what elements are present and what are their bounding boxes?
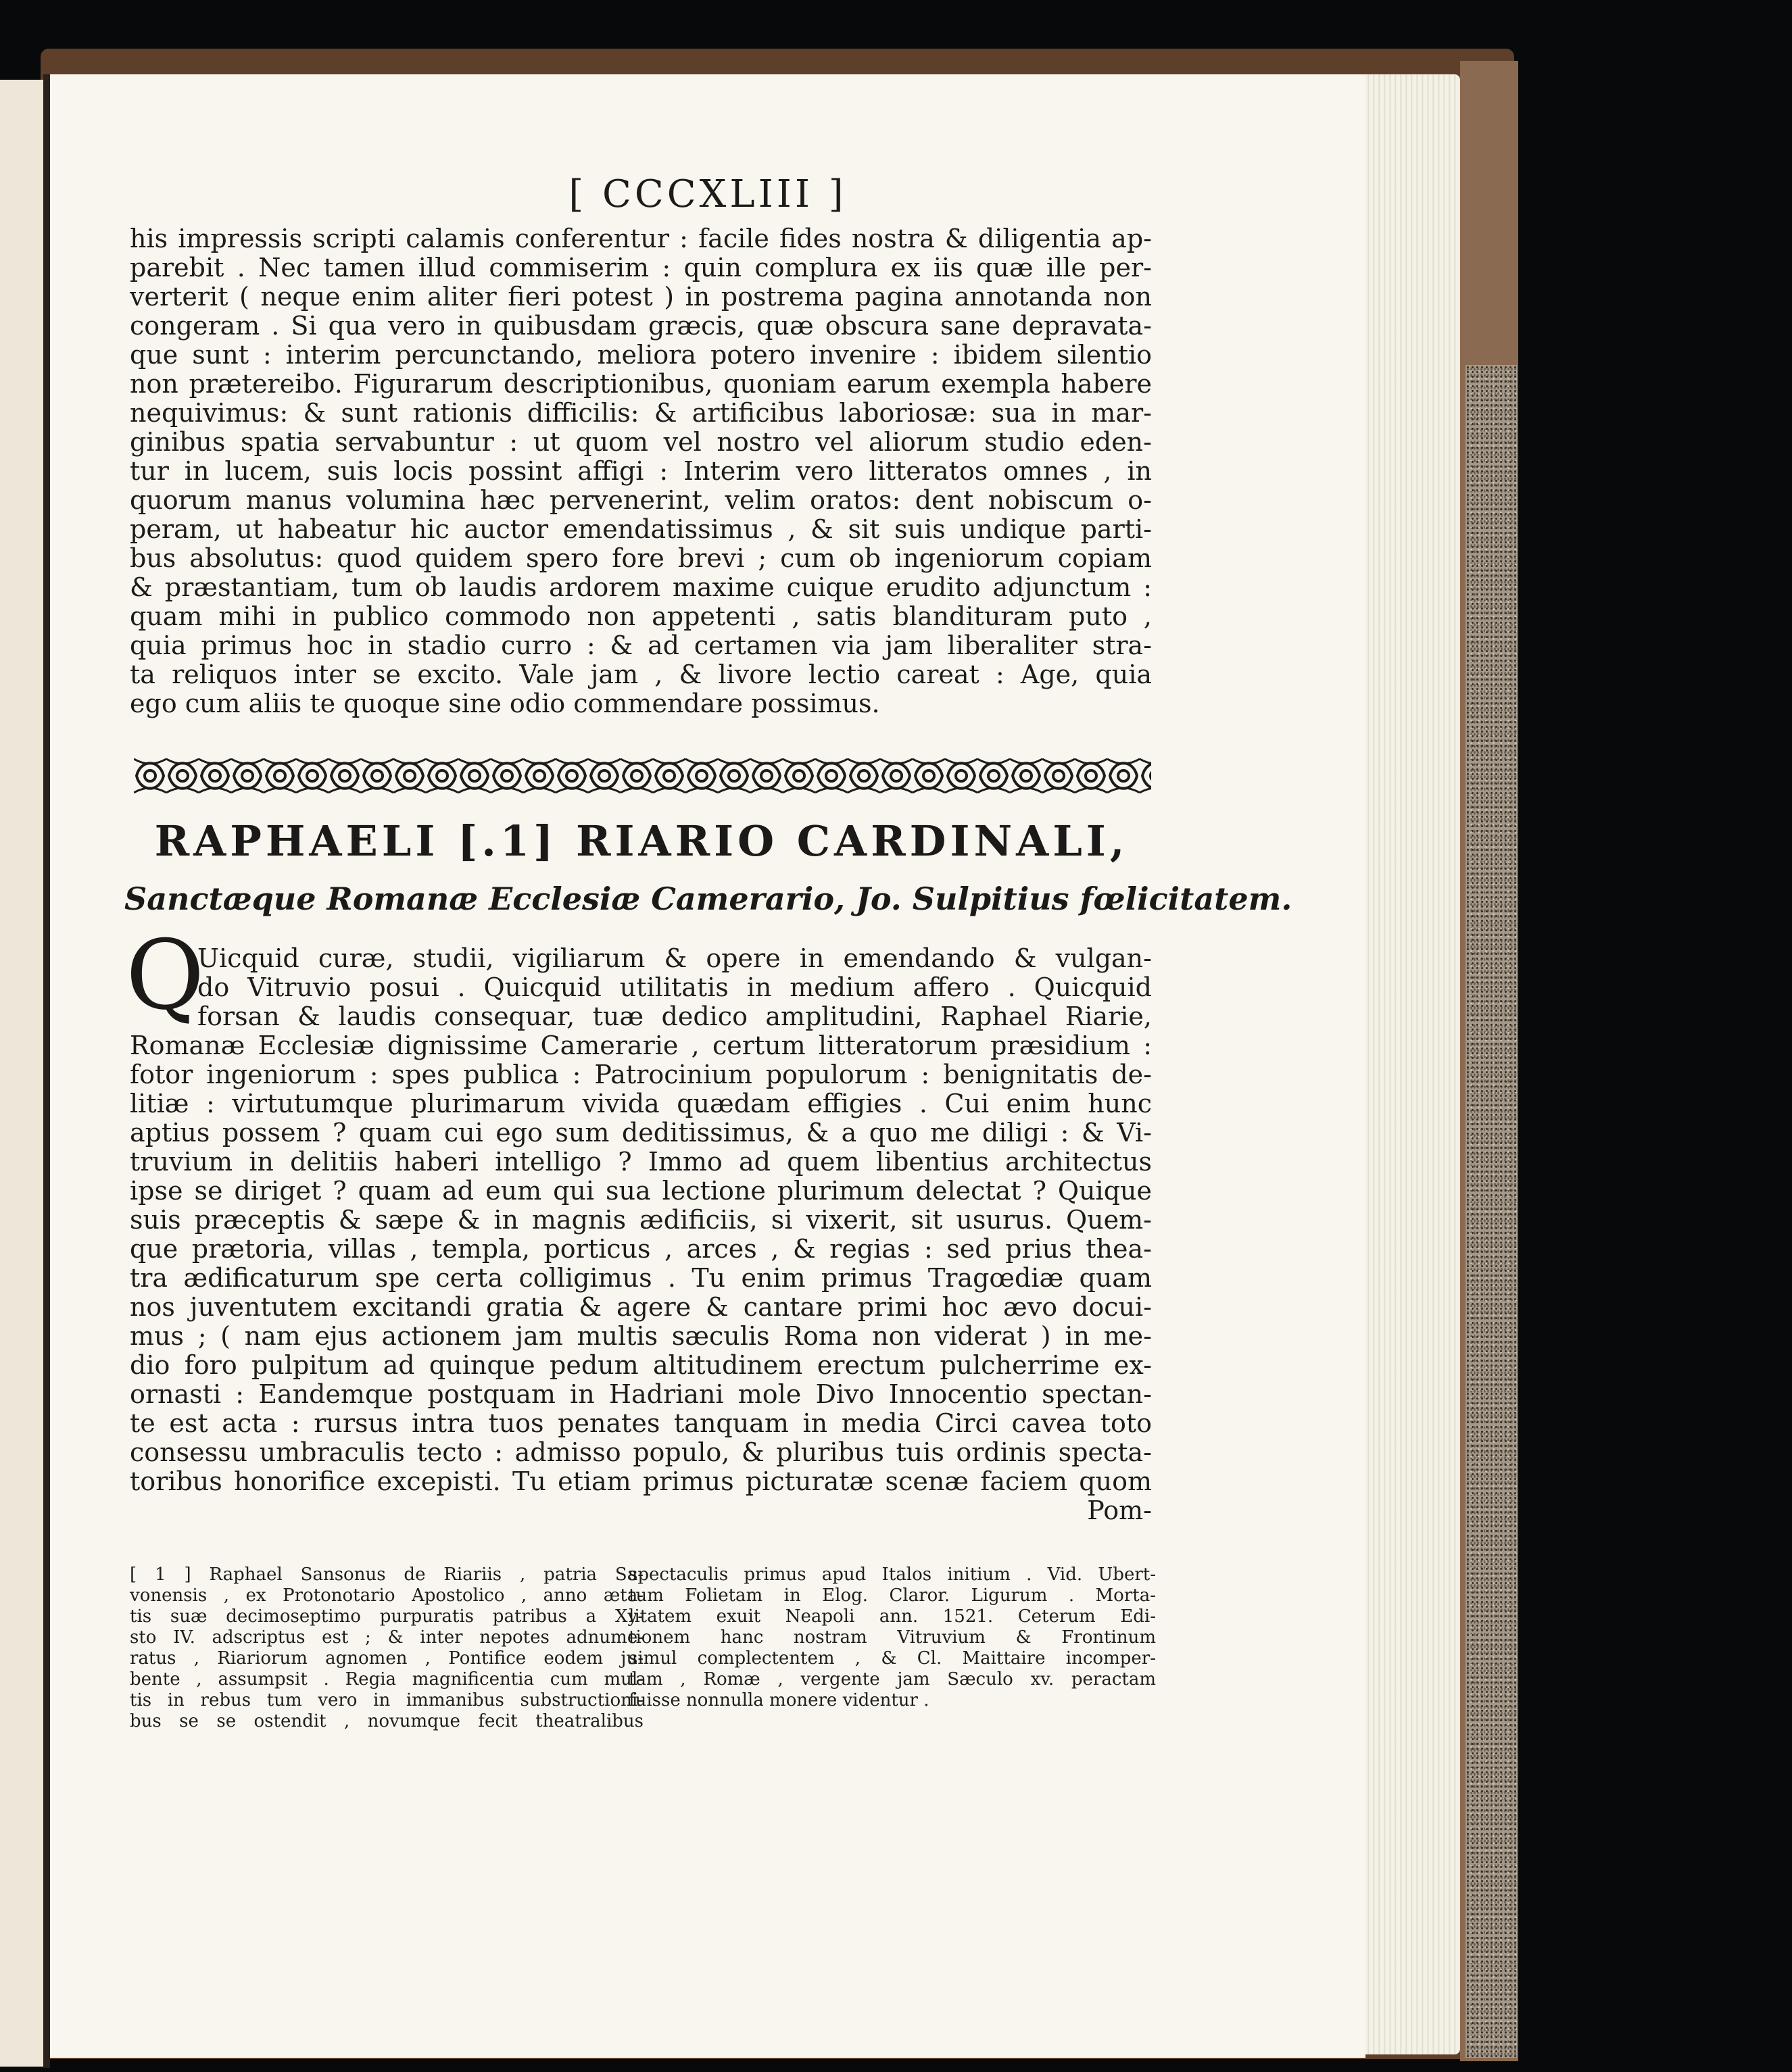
text-line: bus absolutus: quod quidem spero fore brevi ; cum ob ingeniorum copiam (130, 543, 1152, 573)
text-line: ipse se diriget ? quam ad eum qui sua lectione plurimum delectat ? Quique (130, 1176, 1152, 1206)
footnote-line: bente , assumpsit . Regia magnificentia cum mul- (130, 1669, 644, 1689)
text-line: litiæ : virtutumque plurimarum vivida quædam effigies . Cui enim hunc (130, 1089, 1152, 1118)
text-line: Romanæ Ecclesiæ dignissime Camerarie , certum litteratorum præsidium : (130, 1031, 1152, 1060)
text-line: verterit ( neque enim aliter fieri potest ) in postrema pagina annotanda non (130, 282, 1152, 312)
text-line: tra ædificaturum spe certa colligimus . Tu enim primus Tragœdiæ quam (130, 1263, 1152, 1293)
running-head: [ CCCXLIII ] (568, 172, 847, 216)
footnote-line: bus se se ostendit , novumque fecit theatralibus (130, 1711, 644, 1731)
catchword: Pom- (1087, 1496, 1152, 1525)
text-line: quorum manus volumina hæc pervenerint, velim oratos: dent nobiscum o- (130, 485, 1152, 515)
text-line: te est acta : rursus intra tuos penates tanquam in media Circi cavea toto (130, 1408, 1152, 1438)
text-line: non prætereibo. Figurarum descriptionibus, quoniam earum exempla habere (130, 369, 1152, 399)
marbled-cover-paper (1466, 365, 1517, 2058)
text-line: mus ; ( nam ejus actionem jam multis sæculis Roma non viderat ) in me- (130, 1321, 1152, 1351)
text-line: congeram . Si qua vero in quibusdam græcis, quæ obscura sane depravata- (130, 311, 1152, 341)
footnote-line: spectaculis primus apud Italos initium . Vid. Ubert- (629, 1564, 1156, 1585)
text-line: ornasti : Eandemque postquam in Hadriani mole Divo Innocentio spectan- (130, 1379, 1152, 1409)
footnote-line: vonensis , ex Protonotario Apostolico , anno æta- (130, 1585, 644, 1606)
page-block-edges (1359, 74, 1460, 2054)
text-line: quam mihi in publico commodo non appetenti , satis blandituram puto , (130, 601, 1152, 631)
text-line: ginibus spatia servabuntur : ut quom vel nostro vel aliorum studio eden- (130, 427, 1152, 457)
footnote-line: tis suæ decimoseptimo purpuratis patribus a Xy- (130, 1606, 644, 1627)
dedication-title: RAPHAELI [.1] RIARIO CARDINALI, (154, 816, 1129, 866)
dedication-subtitle: Sanctæque Romanæ Ecclesiæ Camerario, Jo. Sulpitius fœlicitatem. (124, 881, 1292, 917)
text-line: nequivimus: & sunt rationis difficilis: & artificibus laboriosæ: sua in mar- (130, 398, 1152, 428)
footnote-line: tum Folietam in Elog. Claror. Ligurum . Morta- (629, 1585, 1156, 1606)
text-line: aptius possem ? quam cui ego sum deditissimus, & a quo me diligi : & Vi- (130, 1118, 1152, 1148)
text-line: fotor ingeniorum : spes publica : Patrocinium populorum : benignitatis de- (130, 1060, 1152, 1089)
drop-cap: Q (126, 920, 205, 1031)
book-page (50, 74, 1365, 2058)
footnote-line: [ 1 ] Raphael Sansonus de Riariis , patria Sa- (130, 1564, 644, 1585)
text-line: tur in lucem, suis locis possint affigi : Interim vero litteratos omnes , in (130, 456, 1152, 486)
text-line: & præstantiam, tum ob laudis ardorem maxime cuique erudito adjunctum : (130, 572, 1152, 602)
ornamental-divider (134, 754, 1151, 798)
footnote-line: tionem hanc nostram Vitruvium & Frontinum (629, 1627, 1156, 1648)
text-line: forsan & laudis consequar, tuæ dedico amplitudini, Raphael Riarie, (197, 1002, 1152, 1031)
text-line: suis præceptis & sæpe & in magnis ædificiis, si vixerit, sit usurus. Quem- (130, 1205, 1152, 1235)
footnote-line: tis in rebus tum vero in immanibus substructioni- (130, 1690, 644, 1710)
text-line: truvium in delitiis haberi intelligo ? Immo ad quem libentius architectus (130, 1147, 1152, 1177)
text-line: quia primus hoc in stadio curro : & ad certamen via jam liberaliter stra- (130, 631, 1152, 660)
footnote-line: ratus , Riariorum agnomen , Pontifice eodem ju- (130, 1648, 644, 1669)
text-line: Uicquid curæ, studii, vigiliarum & opere in emendando & vulgan- (197, 943, 1152, 973)
footnote-line: simul complectentem , & Cl. Maittaire incomper- (629, 1648, 1156, 1669)
text-line: parebit . Nec tamen illud commiserim : quin complura ex iis quæ ille per- (130, 253, 1152, 282)
text-line: dio foro pulpitum ad quinque pedum altitudinem erectum pulcherrime ex- (130, 1350, 1152, 1380)
book-gutter (43, 74, 50, 2068)
text-line: do Vitruvio posui . Quicquid utilitatis in medium affero . Quicquid (197, 972, 1152, 1002)
left-page-edge (0, 80, 43, 2067)
footnote-line: litatem exuit Neapoli ann. 1521. Ceterum Edi- (629, 1606, 1156, 1627)
footnote-line: fuisse nonnulla monere videntur . (629, 1690, 929, 1710)
text-line: que prætoria, villas , templa, porticus , arces , & regias : sed prius thea- (130, 1234, 1152, 1264)
text-line: peram, ut habeatur hic auctor emendatissimus , & sit suis undique parti- (130, 514, 1152, 544)
footnote-line: sto IV. adscriptus est ; & inter nepotes adnume- (130, 1627, 644, 1648)
footnote-line: tam , Romæ , vergente jam Sæculo xv. peractam (629, 1669, 1156, 1689)
text-line: toribus honorifice excepisti. Tu etiam primus picturatæ scenæ faciem quom (130, 1466, 1152, 1496)
text-line: que sunt : interim percunctando, meliora potero invenire : ibidem silentio (130, 340, 1152, 370)
text-line: nos juventutem excitandi gratia & agere & cantare primi hoc ævo docui- (130, 1292, 1152, 1322)
text-line: ta reliquos inter se excito. Vale jam , & livore lectio careat : Age, quia (130, 660, 1152, 689)
text-line: ego cum aliis te quoque sine odio commendare possimus. (130, 689, 880, 718)
text-line: his impressis scripti calamis conferentur : facile fides nostra & diligentia ap- (130, 224, 1152, 253)
text-line: consessu umbraculis tecto : admisso populo, & pluribus tuis ordinis specta- (130, 1437, 1152, 1467)
